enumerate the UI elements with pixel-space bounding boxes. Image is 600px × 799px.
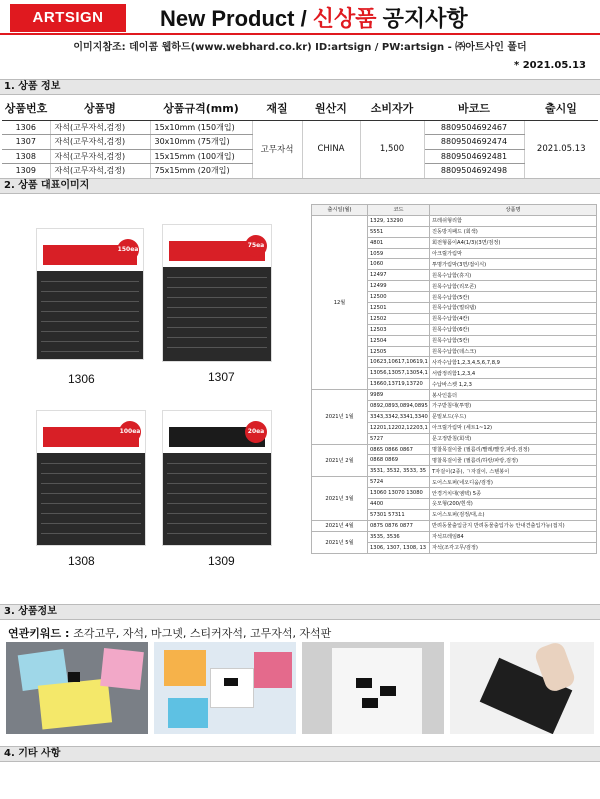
product-code: 1306 [2,120,50,135]
schedule-code: 12502 [368,313,430,324]
usage-photo-3 [302,642,444,734]
info-table-header-row [2,96,598,120]
schedule-product-name: 도어스토퍼(검정/대,소) [430,509,597,520]
product-name: 자석(고무자석,검정) [50,135,150,150]
artsign-logo: ARTSIGN [10,4,126,32]
schedule-code: 0875 0876 0877 [368,520,430,531]
schedule-product-name: 원목수납함(5칸) [430,292,597,303]
schedule-row [312,444,597,455]
schedule-product-name: 문밑보드(우드) [430,411,597,422]
schedule-code: 0865 0866 0867 [368,444,430,455]
usage-photo-2 [154,642,296,734]
schedule-code: 5724 [368,477,430,488]
section-4-header: 4. 기타 사항 [0,746,600,762]
barcode: 8809504692474 [424,135,524,150]
schedule-product-name: 가구받침대(투명) [430,401,597,412]
schedule-code: 5727 [368,433,430,444]
schedule-product-name: 명찰목걸이줄 (필름리/빨레/빨강,파랑,검정) [430,444,597,455]
schedule-month: 2021년 1월 [312,390,368,444]
schedule-product-name: 반려동물출입금지 반려동물출입가능 안내견출입가능(접지) [430,520,597,531]
material: 고무자석 [252,120,302,178]
product-info-table [2,96,598,179]
schedule-code: 10623,10617,10619,1 [368,357,430,368]
schedule-month: 12월 [312,215,368,389]
usage-photo-1 [6,642,148,734]
schedule-product-name: 옷모형(200/흰색) [430,499,597,510]
schedule-product-name: 원목수납함(6칸) [430,324,597,335]
schedule-product-name: 명찰목걸이줄 (필름리/하랑/파랑,검정) [430,455,597,466]
schedule-code: 12501 [368,303,430,314]
schedule-product-name: 원목수납함(리모콘) [430,281,597,292]
product-spec: 75x15mm (20개입) [150,164,252,179]
schedule-code: 3531, 3532, 3533, 35 [368,466,430,477]
schedule-code: 12500 [368,292,430,303]
product-image-1306 [36,228,144,360]
schedule-month: 2021년 3월 [312,477,368,521]
header-rule [0,33,600,35]
keywords-label: 연관키워드 : [8,627,74,640]
release-date: 2021.05.13 [524,120,598,178]
schedule-header-row [312,205,597,216]
schedule-product-name: 원목수납함(5칸) [430,335,597,346]
count-badge: 100ea [119,421,141,443]
schedule-code: 9989 [368,390,430,401]
barcode: 8809504692481 [424,149,524,164]
title-prefix: New Product / [160,6,313,31]
schedule-product-name: T자걸이(2종), ㄱ자걸이, 스텐봉이 [430,466,597,477]
schedule-code: 13060 13070 13080 [368,488,430,499]
barcode: 8809504692498 [424,164,524,179]
col-header: 소비자가 [360,96,424,120]
schedule-product-name: 원목수납함(휴지) [430,270,597,281]
schedule-product-name: 봉사인홀더 [430,390,597,401]
schedule-code: 12499 [368,281,430,292]
schedule-code: 1306, 1307, 1308, 13 [368,542,430,553]
schedule-product-name: 아크릴가림막 [430,248,597,259]
count-badge: 75ea [245,235,267,257]
product-code: 1309 [2,164,50,179]
section-3-header: 3. 상품정보 [0,604,600,620]
schedule-code: 12504 [368,335,430,346]
col-header: 재질 [252,96,302,120]
schedule-product-name: 서랍정리함1,2,3,4 [430,368,597,379]
schedule-product-name: 원목수납함(데스크) [430,346,597,357]
schedule-code: 5551 [368,226,430,237]
col-header: 상품명 [430,205,597,216]
schedule-code: 1059 [368,248,430,259]
product-spec: 15x15mm (100개입) [150,149,252,164]
schedule-product-name: 진동방지패드 (회색) [430,226,597,237]
table-row [2,120,598,135]
schedule-row [312,215,597,226]
product-code: 1308 [2,149,50,164]
schedule-code: 12497 [368,270,430,281]
section-2-header: 2. 상품 대표이미지 [0,178,600,194]
product-image-label: 1308 [68,554,95,568]
product-image-label: 1306 [68,372,95,386]
schedule-code: 13660,13719,13720 [368,379,430,390]
count-badge: 20ea [245,421,267,443]
col-header: 바코드 [424,96,524,120]
image-reference-note: 이미지참조: 데이콤 웹하드(www.webhard.co.kr) ID:artsign / PW:artsign - ㈜아트사인 폴더 [73,42,527,53]
schedule-code: 0868 0869 [368,455,430,466]
schedule-code: 1329, 13290 [368,215,430,226]
keywords-value: 조각고무, 자석, 마그넷, 스티커자석, 고무자석, 자석판 [73,627,332,640]
schedule-code: 4400 [368,499,430,510]
product-spec: 30x10mm (75개입) [150,135,252,150]
schedule-product-name: 수납바스켓 1,2,3 [430,379,597,390]
schedule-product-name: 도어스토퍼(네오디움/검정) [430,477,597,488]
schedule-code: 12505 [368,346,430,357]
schedule-row [312,390,597,401]
product-image-1307 [162,224,272,362]
product-image-1309 [162,410,272,546]
schedule-row [312,520,597,531]
schedule-product-name: 안경거치대(엠텍) 5종 [430,488,597,499]
count-badge: 150ea [117,239,139,261]
section-1-header: 1. 상품 정보 [0,79,600,95]
product-name: 자석(고무자석,검정) [50,120,150,135]
schedule-month: 2021년 5월 [312,531,368,553]
usage-photo-4 [450,642,594,734]
schedule-month: 2021년 4월 [312,520,368,531]
schedule-product-name: 사각수납함1,2,3,4,5,6,7,8,9 [430,357,597,368]
schedule-product-name: 문고정받침(회색) [430,433,597,444]
product-image-1308 [36,410,146,546]
col-header: 상품명 [50,96,150,120]
schedule-product-name: 프레쉬형리함 [430,215,597,226]
product-image-label: 1309 [208,554,235,568]
schedule-code: 57301 57311 [368,509,430,520]
product-name: 자석(고무자석,검정) [50,164,150,179]
schedule-product-name: 원목수납함(멀티탭) [430,303,597,314]
product-code: 1307 [2,135,50,150]
schedule-product-name: 자석프레임84 [430,531,597,542]
schedule-month: 2021년 2월 [312,444,368,477]
schedule-code: 3343,3342,3341,3340 [368,411,430,422]
schedule-row [312,477,597,488]
schedule-code: 1060 [368,259,430,270]
schedule-product-name: 원목수납함(4칸) [430,313,597,324]
price: 1,500 [360,120,424,178]
col-header: 상품규격(mm) [150,96,252,120]
schedule-code: 0892,0893,0894,0895 [368,401,430,412]
schedule-product-name: 아크릴가림막 (세트1~12) [430,422,597,433]
schedule-code: 12201,12202,12203,1 [368,422,430,433]
title-korean: 신상품 [312,6,377,31]
release-schedule-table [311,204,597,554]
col-header: 출시일(월) [312,205,368,216]
col-header: 상품번호 [2,96,50,120]
product-name: 자석(고무자석,검정) [50,149,150,164]
col-header: 원산지 [302,96,360,120]
schedule-code: 4801 [368,237,430,248]
schedule-code: 3535, 3536 [368,531,430,542]
schedule-product-name: 자석(조각고무/검정) [430,542,597,553]
title-suffix: 공지사항 [376,6,468,31]
schedule-product-name: 회전형폼이A4(1/3)(3면/검정) [430,237,597,248]
schedule-product-name: 투명가림막(3면/접이식) [430,259,597,270]
page-title [160,2,580,33]
product-spec: 15x10mm (150개입) [150,120,252,135]
col-header: 출시일 [524,96,598,120]
product-image-label: 1307 [208,370,235,384]
schedule-code: 12503 [368,324,430,335]
schedule-body [312,215,597,553]
related-keywords [8,625,331,641]
schedule-row [312,531,597,542]
issue-date: * 2021.05.13 [514,60,586,71]
col-header: 코드 [368,205,430,216]
origin: CHINA [302,120,360,178]
schedule-code: 13056,13057,13054,1 [368,368,430,379]
barcode: 8809504692467 [424,120,524,135]
